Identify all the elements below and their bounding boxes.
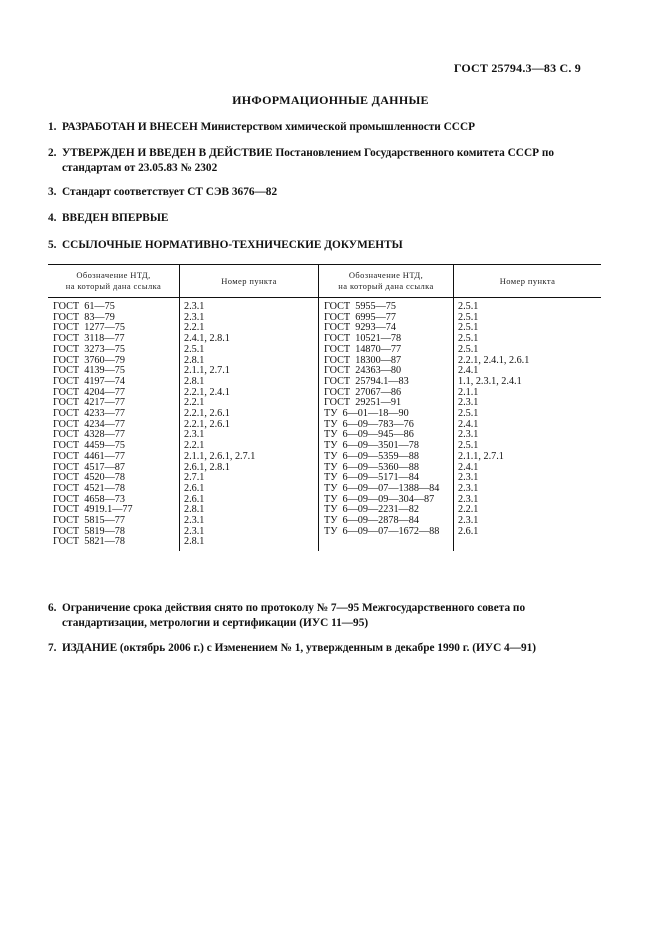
point-cell-right: 2.3.1 xyxy=(454,484,602,495)
doc-cell-right: ТУ 6—09—07—1672—88 xyxy=(319,527,454,538)
point-cell-left: 2.2.1 xyxy=(180,441,319,452)
point-cell-left: 2.2.1 xyxy=(180,323,319,334)
table-row xyxy=(48,345,601,356)
page-header: ГОСТ 25794.3—83 С. 9 xyxy=(453,61,581,75)
doc-cell-left: ГОСТ 4217—77 xyxy=(53,397,125,409)
doc-cell-right: ТУ 6—01—18—90 xyxy=(319,409,454,420)
table-row xyxy=(48,527,601,538)
header-point-right: Номер пункта xyxy=(454,265,602,298)
doc-cell-right: ГОСТ 5955—75 xyxy=(319,298,454,313)
point-cell-right: 2.5.1 xyxy=(454,441,602,452)
doc-cell-right: ГОСТ 25794.1—83 xyxy=(319,377,454,388)
doc-cell-left: ГОСТ 4658—73 xyxy=(53,493,125,505)
point-cell-left: 2.1.1, 2.7.1 xyxy=(180,366,319,377)
point-cell-right: 2.3.1 xyxy=(454,473,602,484)
item-number: 1. xyxy=(48,121,57,133)
point-cell-left: 2.2.1, 2.6.1 xyxy=(180,420,319,431)
item-number: 7. xyxy=(48,642,57,654)
point-cell-right xyxy=(454,537,602,551)
point-cell-right: 2.2.1, 2.4.1, 2.6.1 xyxy=(454,356,602,367)
point-cell-right: 2.3.1 xyxy=(454,398,602,409)
point-cell-left: 2.3.1 xyxy=(180,313,319,324)
point-cell-right: 2.6.1 xyxy=(454,527,602,538)
table-header-row xyxy=(48,265,601,298)
item-2 xyxy=(48,146,583,176)
point-cell-right: 2.5.1 xyxy=(454,313,602,324)
doc-cell-right: ТУ 6—09—783—76 xyxy=(319,420,454,431)
point-cell-right: 2.5.1 xyxy=(454,334,602,345)
doc-cell-left: ГОСТ 1277—75 xyxy=(53,322,125,334)
header-point-left: Номер пункта xyxy=(180,265,319,298)
item-number: 3. xyxy=(48,186,57,198)
doc-cell-left: ГОСТ 5815—77 xyxy=(53,515,125,527)
point-cell-right: 2.3.1 xyxy=(454,516,602,527)
doc-cell-left: ГОСТ 4919.1—77 xyxy=(53,504,133,516)
point-cell-left: 2.6.1 xyxy=(180,484,319,495)
doc-cell-right: ГОСТ 29251—91 xyxy=(319,398,454,409)
doc-cell-right: ТУ 6—09—09—304—87 xyxy=(319,495,454,506)
item-text-continuation: стандартам от 23.05.83 № 2302 xyxy=(62,162,218,174)
point-cell-right: 2.1.1, 2.7.1 xyxy=(454,452,602,463)
doc-cell-left: ГОСТ 4459—75 xyxy=(53,440,125,452)
references-table xyxy=(48,264,601,551)
doc-cell-right: ГОСТ 9293—74 xyxy=(319,323,454,334)
item-text: ВВЕДЕН ВПЕРВЫЕ xyxy=(62,212,169,224)
doc-cell-right: ТУ 6—09—2231—82 xyxy=(319,505,454,516)
item-number: 5. xyxy=(48,239,57,251)
doc-cell-left: ГОСТ 5819—78 xyxy=(53,525,125,537)
point-cell-left: 2.2.1 xyxy=(180,398,319,409)
point-cell-right: 2.5.1 xyxy=(454,409,602,420)
point-cell-left: 2.8.1 xyxy=(180,505,319,516)
doc-cell-right: ГОСТ 6995—77 xyxy=(319,313,454,324)
point-cell-right: 2.5.1 xyxy=(454,323,602,334)
point-cell-left: 2.6.1, 2.8.1 xyxy=(180,463,319,474)
point-cell-left: 2.1.1, 2.6.1, 2.7.1 xyxy=(180,452,319,463)
item-3 xyxy=(48,185,583,200)
point-cell-right: 2.4.1 xyxy=(454,420,602,431)
doc-cell-left: ГОСТ 4204—77 xyxy=(53,386,125,398)
doc-cell-right: ГОСТ 10521—78 xyxy=(319,334,454,345)
doc-cell-right: ТУ 6—09—5359—88 xyxy=(319,452,454,463)
doc-cell-right xyxy=(319,537,454,551)
doc-cell-right: ГОСТ 24363—80 xyxy=(319,366,454,377)
doc-cell-right: ГОСТ 18300—87 xyxy=(319,356,454,367)
point-cell-left: 2.3.1 xyxy=(180,298,319,313)
doc-cell-right: ТУ 6—09—2878—84 xyxy=(319,516,454,527)
doc-cell-right: ГОСТ 27067—86 xyxy=(319,388,454,399)
doc-cell-left: ГОСТ 4520—78 xyxy=(53,472,125,484)
header-doc-left: Обозначение НТД, на который дана ссылка xyxy=(48,265,180,298)
item-text: Ограничение срока действия снято по протоколу № 7—95 Межгосударственного совета по xyxy=(62,602,526,614)
point-cell-left: 2.2.1, 2.4.1 xyxy=(180,388,319,399)
point-cell-left: 2.8.1 xyxy=(180,537,319,551)
doc-cell-right: ТУ 6—09—07—1388—84 xyxy=(319,484,454,495)
item-text: ССЫЛОЧНЫЕ НОРМАТИВНО-ТЕХНИЧЕСКИЕ ДОКУМЕНТЫ xyxy=(62,239,403,251)
item-text: ИЗДАНИЕ (октябрь 2006 г.) с Изменением № 1, утвержденным в декабре 1990 г. (ИУС 4—91) xyxy=(62,642,537,654)
doc-cell-left: ГОСТ 3273—75 xyxy=(53,343,125,355)
point-cell-left: 2.3.1 xyxy=(180,430,319,441)
doc-cell-left: ГОСТ 4461—77 xyxy=(53,450,125,462)
item-number: 4. xyxy=(48,212,57,224)
doc-cell-left: ГОСТ 4139—75 xyxy=(53,365,125,377)
point-cell-left: 2.2.1, 2.6.1 xyxy=(180,409,319,420)
point-cell-right: 2.4.1 xyxy=(454,366,602,377)
point-cell-left: 2.7.1 xyxy=(180,473,319,484)
point-cell-left: 2.4.1, 2.8.1 xyxy=(180,334,319,345)
doc-cell-left: ГОСТ 4521—78 xyxy=(53,482,125,494)
point-cell-right: 2.5.1 xyxy=(454,345,602,356)
table-row xyxy=(48,298,601,313)
item-4 xyxy=(48,211,583,226)
doc-cell-left: ГОСТ 3760—79 xyxy=(53,354,125,366)
doc-cell-right: ТУ 6—09—3501—78 xyxy=(319,441,454,452)
doc-cell-left: ГОСТ 83—79 xyxy=(53,311,115,323)
point-cell-right: 2.3.1 xyxy=(454,495,602,506)
doc-cell-left: ГОСТ 4233—77 xyxy=(53,408,125,420)
doc-cell-right: ТУ 6—09—5171—84 xyxy=(319,473,454,484)
item-text: Стандарт соответствует СТ СЭВ 3676—82 xyxy=(62,186,278,198)
point-cell-left: 2.8.1 xyxy=(180,356,319,367)
item-number: 6. xyxy=(48,602,57,614)
doc-cell-left: ГОСТ 3118—77 xyxy=(53,333,125,345)
doc-cell-left: ГОСТ 5821—78 xyxy=(53,536,125,548)
doc-cell-left: ГОСТ 61—75 xyxy=(53,301,115,312)
item-number: 2. xyxy=(48,147,57,159)
point-cell-left: 2.8.1 xyxy=(180,377,319,388)
point-cell-right: 2.5.1 xyxy=(454,298,602,313)
doc-cell-left: ГОСТ 4197—74 xyxy=(53,375,125,387)
item-1 xyxy=(48,120,583,135)
point-cell-right: 2.3.1 xyxy=(454,430,602,441)
item-text: УТВЕРЖДЕН И ВВЕДЕН В ДЕЙСТВИЕ Постановлением Государственного комитета СССР по xyxy=(62,147,554,159)
point-cell-right: 2.4.1 xyxy=(454,463,602,474)
doc-cell-right: ТУ 6—09—5360—88 xyxy=(319,463,454,474)
table-row xyxy=(48,452,601,463)
doc-cell-left: ГОСТ 4234—77 xyxy=(53,418,125,430)
point-cell-right: 1.1, 2.3.1, 2.4.1 xyxy=(454,377,602,388)
doc-cell-right: ГОСТ 14870—77 xyxy=(319,345,454,356)
item-6 xyxy=(48,601,583,631)
point-cell-left: 2.5.1 xyxy=(180,345,319,356)
point-cell-left: 2.3.1 xyxy=(180,516,319,527)
point-cell-left: 2.6.1 xyxy=(180,495,319,506)
table-row xyxy=(48,537,601,551)
point-cell-right: 2.2.1 xyxy=(454,505,602,516)
document-title: ИНФОРМАЦИОННЫЕ ДАННЫЕ xyxy=(232,93,429,107)
doc-cell-left: ГОСТ 4328—77 xyxy=(53,429,125,441)
doc-cell-right: ТУ 6—09—945—86 xyxy=(319,430,454,441)
header-doc-right: Обозначение НТД, на который дана ссылка xyxy=(319,265,454,298)
point-cell-left: 2.3.1 xyxy=(180,527,319,538)
item-text: РАЗРАБОТАН И ВНЕСЕН Министерством химической промышленности СССР xyxy=(62,121,475,133)
item-5 xyxy=(48,238,583,253)
item-7 xyxy=(48,641,583,656)
item-text-continuation: стандартизации, метрологии и сертификации (ИУС 11—95) xyxy=(62,617,369,629)
doc-cell-left: ГОСТ 4517—87 xyxy=(53,461,125,473)
point-cell-right: 2.1.1 xyxy=(454,388,602,399)
